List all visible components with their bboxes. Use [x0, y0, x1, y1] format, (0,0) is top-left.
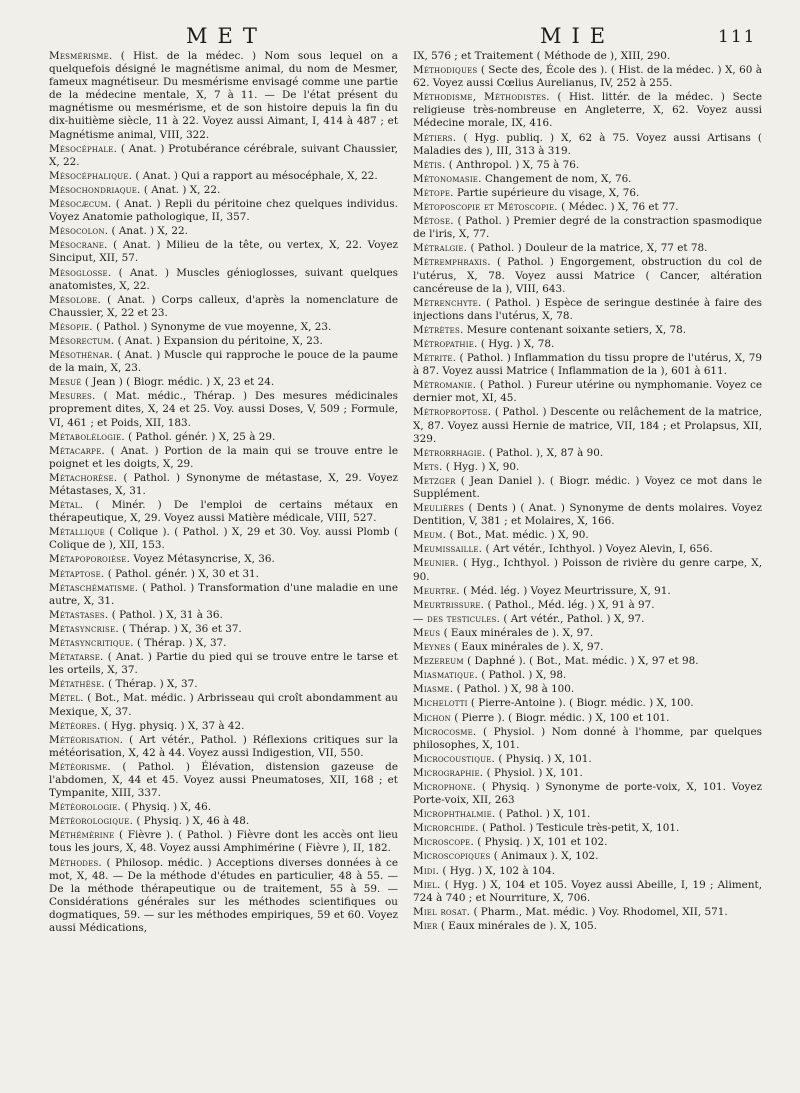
entry-text: ( Pathol. ) Testicule très-petit, X, 101. [482, 822, 680, 835]
entry-term: Métropathie. [413, 337, 478, 350]
entry-text: ( Art vétér., Pathol. ) X, 97. [503, 612, 645, 625]
entry-text: Voyez Métasyncrise, X, 36. [133, 553, 275, 566]
entry-term: Microcoustique. [413, 752, 496, 765]
entry-term: Métaptose. [49, 567, 105, 580]
entry-text: ( Thérap. ) X, 37. [137, 637, 227, 650]
entry-text: ( Bot., Mat. médic. ) Arbrisseau qui croît abondamment au Mexique, X, 37. [49, 692, 398, 718]
index-entry [413, 641, 762, 654]
entry-term: Mesures. [49, 390, 96, 403]
index-entry [413, 324, 762, 337]
entry-term: Mésothénar. [49, 349, 114, 362]
entry-text: ( Anat. ) Protubérance cérébrale, suivant Chaussier, X, 22. [49, 142, 398, 168]
entry-text: ( Colique ). ( Pathol. ) X, 29 et 30. Voy. aussi Plomb ( Colique de ), XII, 153. [49, 526, 398, 552]
index-entry [49, 499, 398, 525]
entry-text: ( Hyg. physiq. ) X, 37 à 42. [103, 719, 245, 732]
entry-text: ( Art vétér., Ichthyol. ) Voyez Alevin, I, 656. [485, 543, 713, 556]
index-entry [49, 651, 398, 677]
entry-term: Meulières [413, 502, 465, 515]
entry-term: Métel. [49, 692, 84, 705]
entry-term: Mesmérisme. [49, 50, 113, 62]
entry-text: ( Pathol. ) Engorgement, obstruction du col de l'utérus, X, 78. Voyez aussi Matrice ( Cancer, altération cancéreuse de la ), VIII, 643. [413, 256, 763, 295]
index-entry [49, 692, 398, 718]
entry-text: ( Anat. ) Corps calleux, d'après la nomenclature de Chaussier, X, 22 et 23. [49, 293, 398, 319]
entry-term: Métastases. [49, 608, 109, 621]
entry-text: ( Anat. ) Portion de la main qui se trouve entre le poignet et les doigts, X, 29. [49, 444, 398, 470]
entry-text: ( Anat. ) Milieu de la tête, ou vertex, X, 22. Voyez Sinciput, XII, 57. [49, 239, 398, 265]
entry-text: ( Pathol. ) Synonyme de métastase, X, 29. Voyez Métastases, X, 31. [49, 471, 398, 497]
index-entry [413, 64, 762, 90]
entry-term: Micrographie. [413, 766, 484, 779]
entry-text: ( Pathol. ) Douleur de la matrice, X, 77 et 78. [470, 242, 708, 255]
entry-text: ( Anthropol. ) X, 75 à 76. [448, 158, 580, 171]
entry-term: Météorologique. [49, 815, 134, 828]
entry-term: Métabolélogie. [49, 430, 125, 443]
index-entry [49, 376, 398, 389]
entry-term: Métapoporoièse. [49, 553, 131, 566]
entry-text: ( Pathol. génér. ) X, 30 et 31. [107, 567, 259, 580]
entry-term: Mésolobe. [49, 293, 102, 306]
entry-term: Métathèse. [49, 678, 105, 691]
entry-term: Meurtre. [413, 584, 460, 597]
index-entry [49, 553, 398, 566]
entry-text: Mesure contenant soixante setiers, X, 78. [466, 323, 687, 336]
entry-text: ( Anat. ) Expansion du péritoine, X, 23. [117, 334, 323, 347]
entry-text: ( Jean Daniel ). ( Biogr. médic. ) Voyez ce mot dans le Supplément. [413, 474, 762, 500]
entry-text: ( Animaux ). X, 102. [493, 850, 599, 863]
index-entry [49, 143, 398, 169]
index-entry [49, 390, 398, 429]
entry-term: Michelotti [413, 697, 468, 710]
index-entry [49, 801, 398, 814]
index-entry [49, 349, 398, 375]
index-entry [49, 50, 398, 142]
entry-term: Métiers. [413, 131, 457, 144]
entry-term: Meum. [413, 529, 447, 542]
entry-term: Méthodisme, Méthodistes. [413, 91, 550, 104]
index-entry [413, 906, 762, 919]
entry-term: Métope. [413, 186, 454, 199]
index-entry [413, 585, 762, 598]
entry-text: ( Secte des, École des ). ( Hist. de la médec. ) X, 60 à 62. Voyez aussi Cœlius Aurelianus, IV, 252 à 255. [413, 64, 762, 90]
entry-term: Microphthalmie. [413, 808, 496, 821]
entry-term: Mésorectum. [49, 334, 115, 347]
entry-term: Métoposcopie et Métoscopie. [413, 201, 558, 214]
entry-term: Metzger [413, 474, 456, 487]
entry-term: Métatarse. [49, 651, 104, 664]
right-column [413, 50, 762, 934]
entry-text: ( Hyg., Ichthyol. ) Poisson de rivière du genre carpe, X, 90. [413, 557, 763, 583]
index-entry [413, 242, 762, 255]
entry-text: ( Hyg. ) X, 102 à 104. [442, 864, 556, 877]
index-entry [49, 857, 398, 936]
entry-term: Métremphraxis. [413, 256, 491, 269]
index-entry [413, 767, 762, 780]
entry-term: Mets. [413, 460, 443, 473]
entry-text: ( Anat. ) Partie du pied qui se trouve entre le tarse et les orteils, X, 37. [49, 651, 398, 677]
entry-text: Partie supérieure du visage, X, 76. [457, 186, 640, 199]
entry-text: ( Pathol. ) Descente ou relâchement de la matrice, X, 87. Voyez aussi Hernie de matrice, VII, 184 ; et Prolapsus, XII, 329. [413, 406, 762, 445]
entry-term: Métachorèse. [49, 471, 118, 484]
entry-term: Métis. [413, 158, 446, 171]
entry-term: Microphone. [413, 780, 477, 793]
entry-text: ( Méd. lég. ) Voyez Meurtrissure, X, 91. [463, 584, 671, 597]
index-entry [49, 829, 398, 855]
index-entry [49, 568, 398, 581]
entry-term: Mesué [49, 376, 82, 389]
index-entry [413, 613, 762, 626]
index-entry [49, 294, 398, 320]
index-entry [49, 239, 398, 265]
index-entry [413, 920, 762, 933]
index-entry [49, 198, 398, 224]
index-entry [413, 865, 762, 878]
index-entry [413, 475, 762, 501]
index-entry [49, 761, 398, 800]
entry-term: Métrètes. [413, 323, 464, 336]
entry-term: Meynes [413, 641, 451, 654]
index-entry [49, 720, 398, 733]
entry-term: Meumissaille. [413, 543, 483, 556]
index-entry [413, 808, 762, 821]
entry-term: Métrenchyte. [413, 296, 482, 309]
entry-text: ( Pathol. ) Premier degré de la constraction spasmodique de l'iris, X, 77. [413, 215, 762, 241]
index-entry [413, 256, 762, 295]
entry-term: Météorisation. [49, 733, 124, 746]
index-entry [413, 557, 762, 583]
index-entry [413, 697, 762, 710]
entry-text: ( Minér. ) De l'emploi de certains métaux en thérapeutique, X, 29. Voyez aussi Matière médicale, VIII, 527. [49, 499, 398, 525]
entry-text: ( Anat. ) Repli du péritoine chez quelques individus. Voyez Anatomie pathologique, II, 357. [49, 198, 398, 224]
entry-text: ( Pharm., Mat. médic. ) Voy. Rhodomel, XII, 571. [473, 905, 728, 918]
index-entry [49, 267, 398, 293]
page-number: 111 [718, 27, 757, 47]
entry-term: Méthodiques [413, 64, 478, 77]
entry-term: Métaschématisme. [49, 581, 139, 594]
entry-term: Mésopie. [49, 320, 93, 333]
entry-text: Changement de nom, X, 76. [484, 172, 632, 185]
entry-term: Métralgie. [413, 242, 468, 255]
entry-text: ( Hyg. ) X, 78. [480, 337, 555, 350]
index-entry [49, 815, 398, 828]
entry-term: Midi. [413, 864, 440, 877]
entry-text: ( Pathol. génér. ) X, 25 à 29. [128, 430, 276, 443]
entry-text: ( Physiol. ) X, 101. [486, 766, 583, 779]
entry-text: ( Philosop. médic. ) Acceptions diverses données à ce mot, X, 48. — De la méthode d'études en particulier, 48 à 55. — De la méthode thérapeutique ou de traitement, 55 à 59. — Considérations générales sur les méthodes scientifiques ou dogmatiques, 59. — sur les méthodes empiriques, 59 et 60. Voyez aussi Médications, [49, 856, 398, 934]
index-entry [49, 609, 398, 622]
index-entry [413, 781, 762, 807]
entry-term: Métrite. [413, 352, 457, 365]
index-entry [49, 734, 398, 760]
index-entry [413, 461, 762, 474]
index-entry [413, 187, 762, 200]
index-entry [413, 132, 762, 158]
index-entry [413, 406, 762, 445]
index-entry [413, 726, 762, 752]
entry-term: Michon [413, 711, 451, 724]
index-entry [413, 669, 762, 682]
index-entry [413, 712, 762, 725]
entry-term: Météorologie. [49, 801, 122, 814]
entry-text: ( Physiq. ) X, 46. [124, 801, 212, 814]
entry-term: Miel rosat. [413, 905, 471, 918]
entry-text: ( Pathol. ), X, 87 à 90. [488, 446, 604, 459]
index-entry [413, 822, 762, 835]
index-entry [49, 637, 398, 650]
index-entry [413, 297, 762, 323]
entry-text: ( Physiq. ) Synonyme de porte-voix, X, 101. Voyez Porte-voix, XII, 263 [413, 780, 763, 807]
entry-text: ( Hyg. publiq. ) X, 62 à 75. Voyez aussi Artisans ( Maladies des ), III, 313 à 319. [413, 131, 762, 157]
index-entry [49, 184, 398, 197]
entry-term: Microscopiques [413, 850, 491, 863]
entry-text: ( Eaux minérales de ). X, 97. [443, 626, 594, 639]
index-entry [413, 215, 762, 241]
entry-term: Métacarpe. [49, 444, 105, 457]
index-entry [413, 627, 762, 640]
entry-term: Microscope. [413, 836, 474, 849]
entry-text: ( Jean ) ( Biogr. médic. ) X, 23 et 24. [84, 376, 275, 389]
entry-text: ( Pierre ). ( Biogr. médic. ) X, 100 et 101. [454, 711, 670, 724]
entry-term: Mezereum [413, 655, 464, 668]
entry-term: Mésochondriaque. [49, 183, 141, 196]
index-entry [49, 472, 398, 498]
entry-term: Meunier. [413, 557, 459, 570]
entry-text: ( Thérap. ) X, 37. [108, 678, 198, 691]
entry-text: ( Médec. ) X, 76 et 77. [561, 201, 679, 214]
index-entry [413, 173, 762, 186]
entry-term: Miasme. [413, 683, 454, 696]
index-entry [413, 543, 762, 556]
entry-text: ( Physiq. ) X, 101. [498, 752, 592, 765]
index-entry [413, 338, 762, 351]
entry-text: ( Eaux minérales de ). X, 97. [453, 641, 604, 654]
entry-term: — des testicules. [413, 612, 501, 625]
index-entry [413, 91, 762, 130]
index-entry [49, 526, 398, 552]
index-entry [413, 599, 762, 612]
entry-text: ( Pathol. ) Transformation d'une maladie en une autre, X, 31. [49, 581, 398, 607]
index-entry [413, 529, 762, 542]
entry-text: ( Art vétér., Pathol. ) Réflexions critiques sur la météorisation, X, 42 à 44. Voyez aussi Indigestion, VII, 550. [49, 733, 398, 759]
index-entry [49, 582, 398, 608]
entry-term: Méthodes. [49, 856, 102, 869]
index-entry [413, 447, 762, 460]
entry-text: ( Pathol. ) Inflammation du tissu propre de l'utérus, X, 79 à 87. Voyez aussi Matrice ( Inflammation de la ), 601 à 611. [413, 352, 762, 378]
entry-term: Métose. [413, 215, 454, 228]
entry-term: Métroproptose. [413, 406, 492, 419]
entry-term: Microcosme. [413, 725, 477, 738]
entry-term: Mésocrane. [49, 239, 108, 252]
entry-text: ( Pathol. ) Espèce de seringue destinée à faire des injections dans l'utérus, X, 78. [413, 296, 762, 322]
index-entry [49, 678, 398, 691]
index-entry [49, 225, 398, 238]
entry-term: Métonomasie. [413, 172, 482, 185]
left-column [49, 50, 398, 936]
entry-text: ( Pathol. ) X, 98. [481, 669, 567, 682]
running-header [0, 24, 800, 48]
entry-text: ( Physiq. ) X, 101 et 102. [477, 836, 608, 849]
index-entry [413, 159, 762, 172]
entry-term: Mésoglosse. [49, 266, 112, 279]
index-entry [49, 431, 398, 444]
index-entry [413, 850, 762, 863]
entry-term: Métasyncritique. [49, 637, 134, 650]
index-entry [413, 352, 762, 378]
entry-text: ( Pathol. ) X, 101. [498, 808, 591, 821]
entry-text: ( Hist. littér. de la médec. ) Secte religieuse très-nombreuse en Angleterre, X, 62. Voyez aussi Médecine morale, IX, 416. [413, 91, 762, 130]
index-entry [49, 445, 398, 471]
entry-text: IX, 576 ; et Traitement ( Méthode de ), XIII, 290. [413, 50, 671, 62]
header-left: MET [186, 24, 267, 48]
entry-term: Métasyncrise. [49, 622, 119, 635]
index-entry [413, 753, 762, 766]
entry-text: ( Pathol. ) Élévation, distension gazeuse de l'abdomen, X, 44 et 45. Voyez aussi Pneumatoses, XII, 168 ; et Tympanite, XIII, 337. [49, 760, 398, 800]
entry-term: Mésocolon. [49, 225, 109, 238]
entry-text: ( Pathol. ) X, 98 à 100. [456, 683, 575, 696]
index-entry [413, 879, 762, 905]
index-entry [49, 321, 398, 334]
entry-text: ( Hist. de la médec. ) Nom sous lequel on a quelquefois désigné le magnétisme animal, du nom de Mesmer, fameux magnétiseur. Du mesmérisme envisagé comme une partie de la médecine mentale, X, 7 à 11. — De l'état présent du magnétisme ou mesmérisme, et de son histoire depuis la fin du dix-huitième siècle, 11 à 22. Voyez aussi Aimant, I, 414 à 487 ; et Magnétisme animal, VIII, 322. [49, 50, 398, 141]
index-entry [413, 50, 762, 63]
entry-text: ( Daphné ). ( Bot., Mat. médic. ) X, 97 et 98. [467, 655, 699, 668]
index-entry [413, 683, 762, 696]
entry-text: ( Hyg. ) X, 104 et 105. Voyez aussi Abeille, I, 19 ; Aliment, 724 à 740 ; et Nourriture, X, 706. [413, 878, 762, 904]
index-entry [49, 335, 398, 348]
entry-term: Meurtrissure. [413, 598, 485, 611]
index-entry [413, 655, 762, 668]
entry-term: Météorisme. [49, 760, 111, 773]
entry-term: Mésocæcum. [49, 198, 112, 211]
entry-text: ( Bot., Mat. médic. ) X, 90. [449, 529, 589, 542]
entry-text: ( Pathol. ) Synonyme de vue moyenne, X, 23. [96, 320, 332, 333]
entry-text: ( Eaux minérales de ). X, 105. [440, 919, 598, 932]
entry-term: Mier [413, 919, 438, 932]
entry-term: Méthémérine [49, 829, 115, 842]
entry-term: Meus [413, 626, 441, 639]
entry-text: ( Anat. ) Muscles génioglosses, suivant quelques anatomistes, X, 22. [49, 266, 398, 292]
index-entry [49, 623, 398, 636]
entry-text: ( Pathol., Méd. lég. ) X, 91 à 97. [487, 598, 655, 611]
index-entry [49, 170, 398, 183]
entry-text: ( Hyg. ) X, 90. [445, 460, 520, 473]
entry-text: ( Physiq. ) X, 46 à 48. [136, 815, 250, 828]
index-entry [413, 502, 762, 528]
entry-text: ( Pierre-Antoine ). ( Biogr. médic. ) X, 100. [470, 697, 694, 710]
entry-text: ( Pathol. ) Fureur utérine ou nymphomanie. Voyez ce dernier mot, XI, 45. [413, 379, 762, 405]
entry-term: Métal. [49, 499, 84, 512]
entry-text: ( Anat. ) Muscle qui rapproche le pouce de la paume de la main, X, 23. [49, 349, 398, 375]
header-right: MIE [540, 24, 616, 48]
entry-text: ( Fièvre ). ( Pathol. ) Fièvre dont les accès ont lieu tous les jours, X, 48. Voyez aussi Amphimérine ( Fièvre ), II, 182. [49, 829, 398, 855]
entry-text: ( Anat. ) Qui a rapport au mésocéphale, X, 22. [135, 169, 378, 182]
index-entry [413, 836, 762, 849]
entry-term: Métrorrhagie. [413, 446, 486, 459]
entry-term: Météores. [49, 719, 101, 732]
entry-term: Miasmatique. [413, 669, 478, 682]
index-entry [413, 201, 762, 214]
entry-term: Mésocéphale. [49, 142, 118, 155]
entry-term: Miel. [413, 878, 441, 891]
entry-term: Métallique [49, 526, 105, 539]
entry-text: ( Dents ) ( Anat. ) Synonyme de dents molaires. Voyez Dentition, V, 381 ; et Molaires, X, 166. [413, 502, 762, 528]
entry-term: Mésocéphalique. [49, 169, 133, 182]
entry-text: ( Pathol. ) X, 31 à 36. [111, 608, 223, 621]
entry-text: ( Anat. ) X, 22. [111, 225, 188, 238]
entry-term: Métromanie. [413, 379, 477, 392]
entry-term: Microrchide. [413, 822, 479, 835]
entry-text: ( Physiol. ) Nom donné à l'homme, par quelques philosophes, X, 101. [413, 725, 762, 751]
entry-text: ( Anat. ) X, 22. [143, 183, 221, 196]
index-entry [413, 379, 762, 405]
entry-text: ( Mat. médic., Thérap. ) Des mesures médicinales proprement dites, X, 24 et 25. Voy. aussi Doses, V, 509 ; Formule, VI, 461 ; et Poids, XII, 183. [49, 390, 398, 429]
entry-text: ( Thérap. ) X, 36 et 37. [122, 622, 242, 635]
